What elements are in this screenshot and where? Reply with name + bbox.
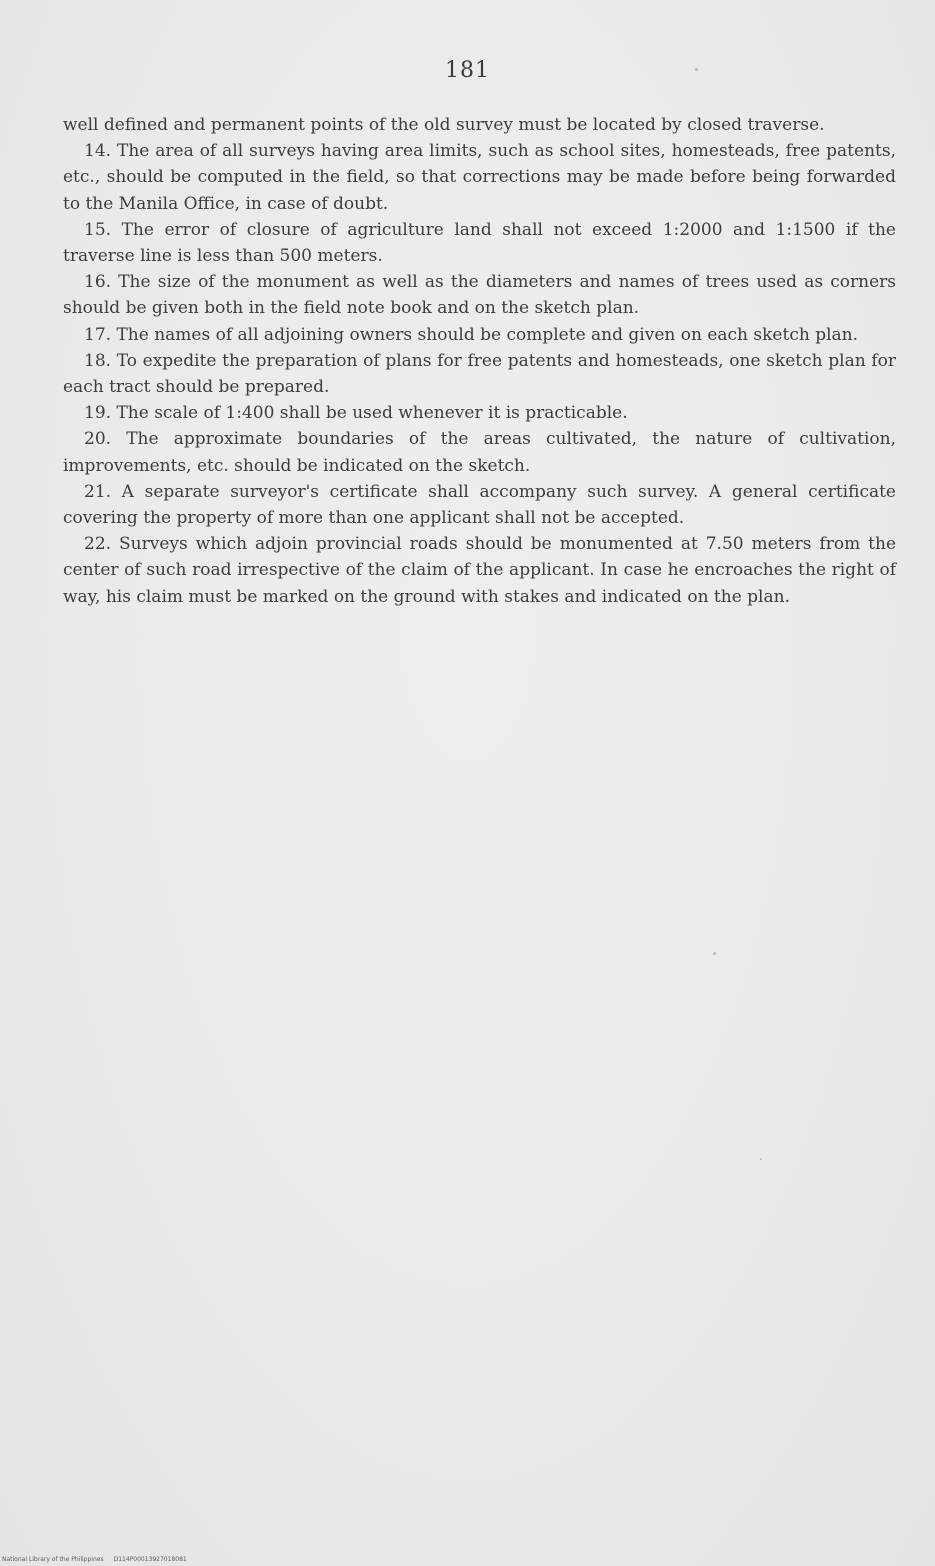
paper-speck: [713, 952, 716, 955]
paragraph-22: 22. Surveys which adjoin provincial roads should be monumented at 7.50 meters from the center of such road irrespective of the claim of the applicant. In case he encroaches the right of way, his claim must be marked on the ground with stakes and indicated on the plan.: [63, 534, 896, 607]
paragraph-15: 15. The error of closure of agriculture land shall not exceed 1:2000 and 1:1500 if the traverse line is less than 500 meters.: [63, 219, 896, 267]
paragraph-14: 14. The area of all surveys having area limits, such as school sites, homesteads, free patents, etc., should be computed in the field, so that corrections may be made before being forwarded to the Manila Office, in case of doubt.: [63, 141, 896, 214]
paragraph-16: 16. The size of the monument as well as the diameters and names of trees used as corners should be given both in the field note book and on the sketch plan.: [63, 272, 896, 319]
paper-speck: [695, 68, 698, 71]
paragraph-19: 19. The scale of 1:400 shall be used whenever it is practicable.: [84, 403, 628, 424]
footer-credit: [2, 1556, 187, 1563]
paragraph-18: 18. To expedite the preparation of plans for free patents and homesteads, one sketch plan for each tract should be prepared.: [63, 350, 896, 398]
footer-library: National Library of the Philippines: [2, 1556, 104, 1563]
page-number: 181: [445, 58, 490, 83]
paragraph-21: 21. A separate surveyor's certificate shall accompany such survey. A general certificate covering the property of more than one applicant shall not be accepted.: [63, 481, 896, 529]
paragraph-17: 17. The names of all adjoining owners should be complete and given on each sketch plan.: [84, 324, 858, 345]
body-text: [63, 112, 896, 610]
paragraph-continuation: well defined and permanent points of the old survey must be located by closed traverse.: [63, 115, 825, 135]
footer-item-id: D114P00013927018081: [113, 1556, 187, 1563]
paper-speck: [760, 1158, 762, 1160]
paragraph-20: 20. The approximate boundaries of the areas cultivated, the nature of cultivation, improvements, etc. should be indicated on the sketch.: [63, 429, 896, 476]
